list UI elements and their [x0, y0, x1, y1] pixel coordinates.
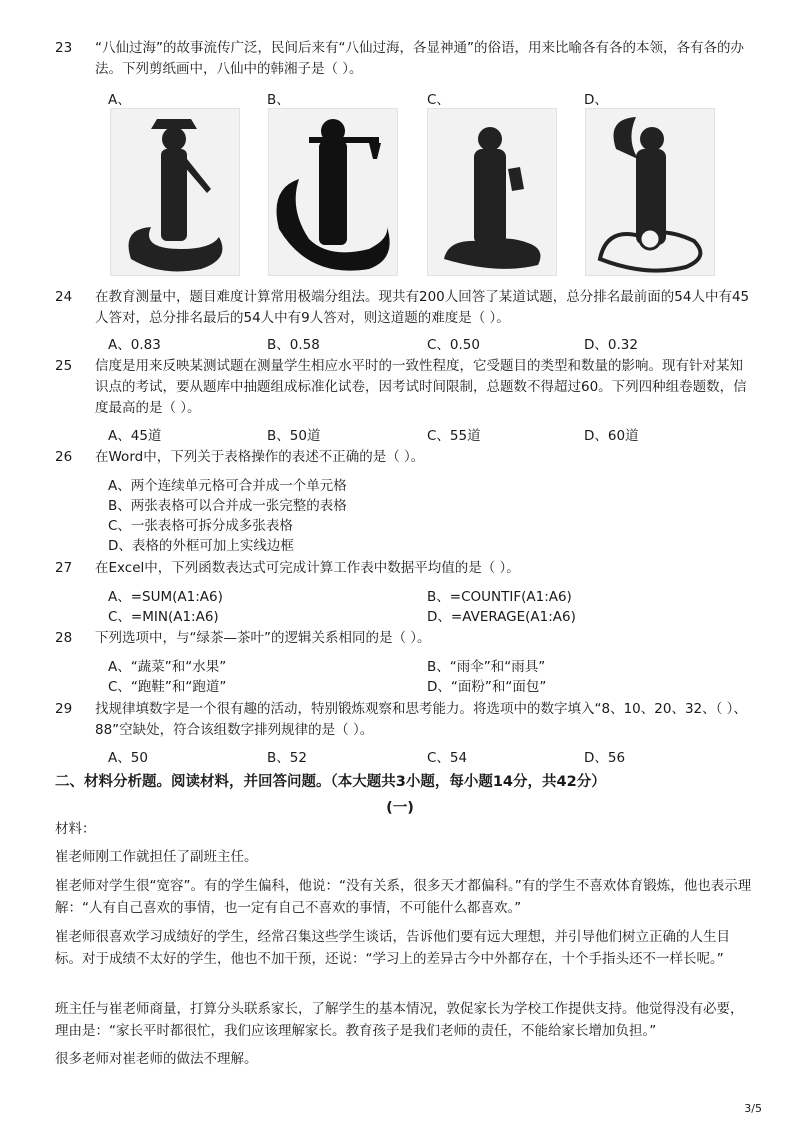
option-d: D、56	[584, 750, 626, 766]
option-d: D、表格的外框可加上实线边框	[108, 538, 294, 554]
option-c: C、“跑鞋”和“跑道”	[108, 679, 227, 695]
question-26	[55, 447, 755, 468]
question-text: 下列选项中，与“绿茶—茶叶”的逻辑关系相同的是（ ）。	[95, 630, 431, 646]
option-d: D、60道	[584, 428, 639, 444]
option-b: B、52	[267, 750, 307, 766]
question-28	[55, 628, 755, 649]
option-a: A、45道	[108, 428, 162, 444]
option-c: C、=MIN(A1:A6)	[108, 609, 219, 625]
option-c: C、55道	[427, 428, 481, 444]
option-c: C、54	[427, 750, 468, 766]
option-c: C、一张表格可拆分成多张表格	[108, 518, 293, 534]
sub-heading: (一)	[386, 800, 414, 816]
question-27	[55, 558, 755, 579]
question-number: 27	[55, 560, 73, 576]
question-text: 在Word中，下列关于表格操作的表述不正确的是（ ）。	[95, 449, 425, 465]
section-heading: 二、材料分析题。阅读材料，并回答问题。（本大题共3小题，每小题14分，共42分）	[55, 774, 606, 790]
option-a: A、0.83	[108, 337, 161, 353]
paper-cut-image-a	[110, 108, 240, 276]
page-number: 3/5	[744, 1102, 762, 1115]
question-number: 26	[55, 449, 73, 465]
paper-cut-image-c	[427, 108, 557, 276]
question-text: 信度是用来反映某测试题在测量学生相应水平时的一致性程度，它受题目的类型和数量的影响。现有针对某知识点的考试，要从题库中抽题组成标准化试卷，因考试时间限制，总题数不得超过60。下列四种组卷题数，信度最高的是（ ）。	[95, 358, 747, 416]
option-b-label: B、	[267, 92, 290, 108]
option-a: A、50	[108, 750, 148, 766]
question-text: 找规律填数字是一个很有趣的活动，特别锻炼观察和思考能力。将选项中的数字填入“8、10、20、32、（ ）、88”空缺处，符合该组数字排列规律的是（ ）。	[95, 701, 747, 738]
option-c: C、0.50	[427, 337, 480, 353]
question-text: “八仙过海”的故事流传广泛，民间后来有“八仙过海，各显神通”的俗语，用来比喻各有各的本领，各有各的办法。下列剪纸画中，八仙中的韩湘子是（ ）。	[95, 40, 744, 77]
material-paragraph: 很多老师对崔老师的做法不理解。	[55, 1051, 258, 1067]
option-a-label: A、	[108, 92, 131, 108]
option-c-label: C、	[427, 92, 450, 108]
material-paragraph: 崔老师刚工作就担任了副班主任。	[55, 849, 258, 865]
option-a: A、两个连续单元格可合并成一个单元格	[108, 478, 347, 494]
question-text: 在教育测量中，题目难度计算常用极端分组法。现共有200人回答了某道试题，总分排名最前面的54人中有45人答对，总分排名最后的54人中有9人答对，则这道题的难度是（ ）。	[95, 289, 750, 326]
question-29	[55, 699, 755, 741]
paper-cut-image-b	[268, 108, 398, 276]
option-b: B、=COUNTIF(A1:A6)	[427, 589, 572, 605]
question-text: 在Excel中，下列函数表达式可完成计算工作表中数据平均值的是（ ）。	[95, 560, 520, 576]
option-d: D、“面粉”和“面包”	[427, 679, 547, 695]
option-b: B、50道	[267, 428, 321, 444]
option-b: B、0.58	[267, 337, 320, 353]
option-d: D、0.32	[584, 337, 638, 353]
paper-cut-figure-icon	[269, 109, 397, 275]
option-b: B、两张表格可以合并成一张完整的表格	[108, 498, 347, 514]
material-label: 材料：	[55, 821, 96, 837]
question-24	[55, 287, 755, 329]
option-d-label: D、	[584, 92, 608, 108]
question-23	[55, 38, 755, 80]
paper-cut-figure-icon	[586, 109, 714, 275]
option-d: D、=AVERAGE(A1:A6)	[427, 609, 576, 625]
question-number: 23	[55, 40, 73, 56]
paper-cut-figure-icon	[428, 109, 556, 275]
question-number: 29	[55, 701, 73, 717]
material-paragraph: 班主任与崔老师商量，打算分头联系家长，了解学生的基本情况，敦促家长为学校工作提供支持。他觉得没有必要，理由是：“家长平时都很忙，我们应该理解家长。教育孩子是我们老师的责任，不能给家长增加负担。”	[55, 1001, 744, 1039]
question-number: 28	[55, 630, 73, 646]
material-paragraph: 崔老师对学生很“宽容”。有的学生偏科，他说：“没有关系，很多天才都偏科。”有的学生不喜欢体育锻炼，他也表示理解：“人有自己喜欢的事情，也一定有自己不喜欢的事情，不可能什么都喜欢。”	[55, 878, 752, 916]
question-number: 25	[55, 358, 73, 374]
paper-cut-figure-icon	[111, 109, 239, 275]
option-a: A、=SUM(A1:A6)	[108, 589, 223, 605]
option-a: A、“蔬菜”和“水果”	[108, 659, 227, 675]
question-number: 24	[55, 289, 73, 305]
question-25	[55, 356, 755, 419]
paper-cut-image-d	[585, 108, 715, 276]
material-paragraph: 崔老师很喜欢学习成绩好的学生，经常召集这些学生谈话，告诉他们要有远大理想，并引导他们树立正确的人生目标。对于成绩不太好的学生，他也不加干预，还说：“学习上的差异古今中外都存在，十个手指头还不一样长呢。”	[55, 929, 730, 967]
option-b: B、“雨伞”和“雨具”	[427, 659, 546, 675]
